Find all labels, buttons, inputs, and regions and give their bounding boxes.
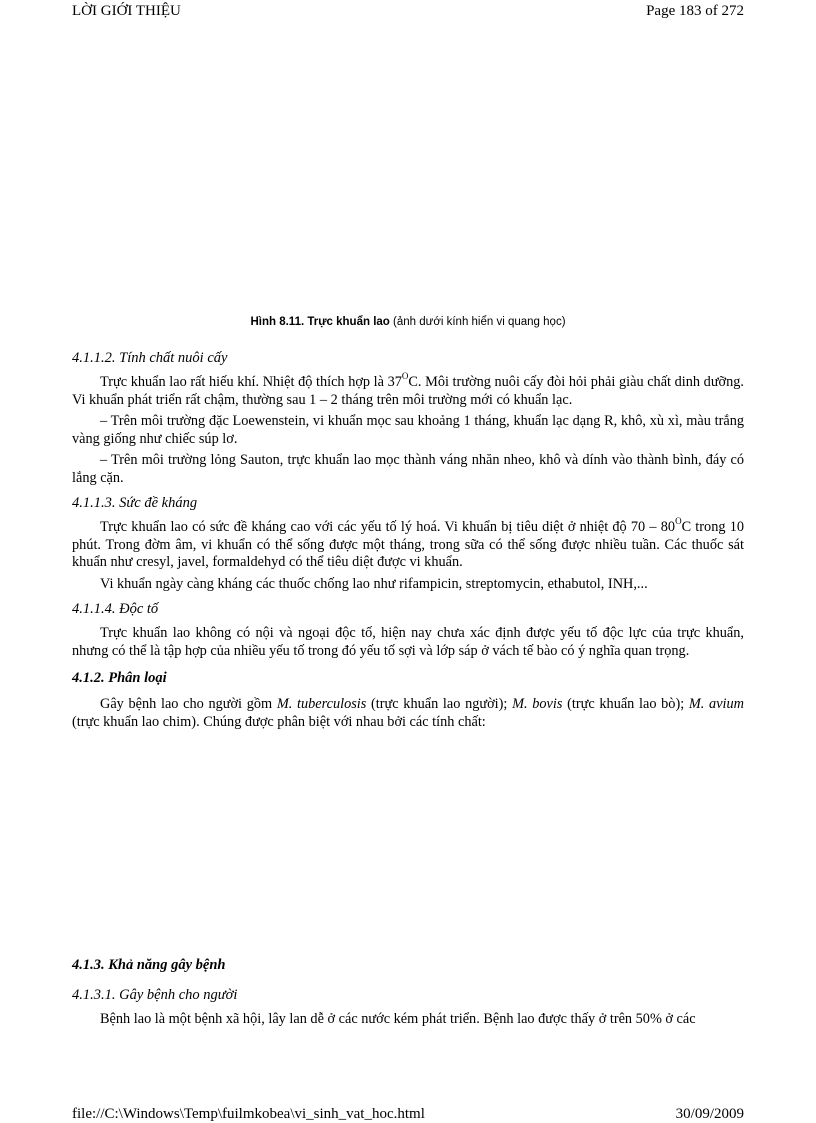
species-name: M. bovis: [512, 696, 563, 712]
superscript: O: [401, 371, 409, 382]
figure-caption: [72, 315, 744, 329]
section-heading-classification: 4.1.2. Phân loại: [72, 670, 167, 686]
section-heading-toxin: 4.1.1.4. Độc tố: [72, 601, 159, 617]
figure-caption-text: (ảnh dưới kính hiển vi quang học): [389, 316, 566, 328]
page-header-title: LỜI GIỚI THIỆU: [72, 3, 181, 19]
species-name: M. tuberculosis: [276, 696, 367, 712]
text-run: C. Môi trường nuôi cấy đòi hỏi phải giàu chất dinh dưỡng. Vi khuẩn phát triển rất chậm, thường sau 1 – 2 tháng trên môi trường mới có khuẩn lạc.: [72, 374, 744, 408]
species-name: M. avium: [688, 696, 744, 712]
subsection-heading-human: 4.1.3.1. Gây bệnh cho người: [72, 987, 238, 1003]
figure-caption-label: Hình 8.11. Trực khuẩn lao: [250, 316, 390, 328]
section-heading-pathogenicity: 4.1.3. Khả năng gây bệnh: [72, 957, 226, 973]
page-date: 30/09/2009: [675, 1106, 744, 1122]
file-path: file://C:\Windows\Temp\fuilmkobea\vi_sinh_vat_hoc.html: [72, 1106, 425, 1122]
paragraph: [72, 371, 744, 409]
paragraph: Trực khuẩn lao không có nội và ngoại độc tố, hiện nay chưa xác định được yếu tố độc lực của trực khuẩn, nhưng có thể là tập hợp của nhiều yếu tố trong đó yếu tố sợi và lớp sáp ở vách tế bào có ý nghĩa quan trọng.: [72, 625, 744, 659]
paragraph: – Trên môi trường đặc Loewenstein, vi khuẩn mọc sau khoảng 1 tháng, khuẩn lạc dạng R, khô, xù xì, màu trắng vàng giống như chiếc súp lơ.: [72, 413, 744, 447]
main-content: [72, 348, 744, 735]
superscript: O: [675, 516, 682, 527]
text-run: (trực khuẩn lao chim). Chúng được phân biệt với nhau bởi các tính chất:: [72, 713, 486, 730]
paragraph: – Trên môi trường lỏng Sauton, trực khuẩn lao mọc thành váng nhăn nheo, khô và dính vào thành bình, đáy có lắng cặn.: [72, 452, 744, 486]
text-run: Trực khuẩn lao có sức đề kháng cao với các yếu tố lý hoá. Vi khuẩn bị tiêu diệt ở nhiệt độ 70 – 80: [100, 519, 676, 535]
paragraph: Bệnh lao là một bệnh xã hội, lây lan dễ ở các nước kém phát triển. Bệnh lao được thấy ở trên 50% ở các: [100, 1011, 696, 1027]
page-number: Page 183 of 272: [646, 3, 744, 19]
text-run: Gây bệnh lao cho người gồm: [100, 696, 277, 712]
pathogenicity-section: [72, 955, 744, 1033]
paragraph: Vi khuẩn ngày càng kháng các thuốc chống lao như rifampicin, streptomycin, ethabutol, INH,...: [100, 575, 648, 592]
text-run: Trực khuẩn lao rất hiếu khí. Nhiệt độ thích hợp là 37: [100, 374, 402, 390]
text-run: (trực khuẩn lao bò);: [562, 696, 689, 712]
paragraph: [72, 516, 744, 572]
text-run: C trong 10 phút. Trong đờm âm, vi khuẩn có thể sống được một tháng, trong sữa có thể sống được nhiều tuần. Các thuốc sát khuẩn như cresyl, javel, formaldehyd có thể tiêu diệt được vi khuẩn.: [72, 519, 744, 570]
text-run: (trực khuẩn lao người);: [366, 696, 513, 712]
section-heading-resistance: 4.1.1.3. Sức đề kháng: [72, 495, 198, 511]
paragraph: [72, 696, 744, 731]
section-heading-culture: 4.1.1.2. Tính chất nuôi cấy: [72, 350, 228, 366]
